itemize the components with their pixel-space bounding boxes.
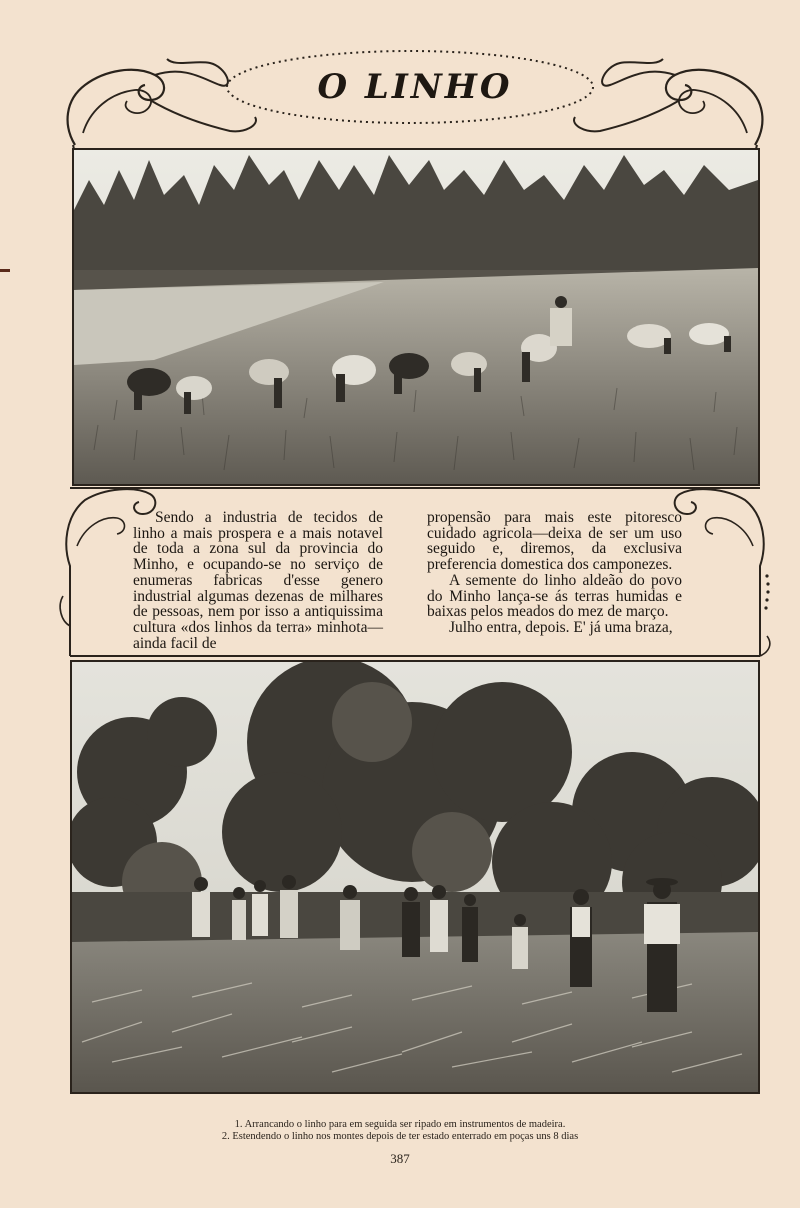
text-block	[55, 486, 775, 661]
edge-mark	[0, 269, 10, 272]
caption-2: 2. Estendendo o linho nos montes depois de ter estado enterrado em poças uns 8 dias	[221, 1131, 579, 1142]
text-column-right	[427, 510, 682, 636]
paragraph: Julho entra, depois. E' já uma braza,	[449, 618, 673, 636]
page-number: 387	[390, 1151, 410, 1166]
photo-flax-harvest	[72, 148, 760, 486]
text-column-left	[133, 510, 383, 651]
title-ornament	[55, 45, 775, 155]
paragraph: A semente do linho aldeão do povo do Minho lança-se ás terras humidas e baixas pelos meados do mez de março.	[427, 571, 682, 621]
photo-flax-spreading	[70, 660, 760, 1094]
photo-captions	[0, 1119, 800, 1143]
caption-1: 1. Arrancando o linho para em seguida ser ripado em instrumentos de madeira.	[234, 1119, 566, 1130]
paragraph: propensão para mais este pitoresco cuidado agricola—deixa de ser um uso seguido e, diremos, da exclusiva preferencia domestica dos camponezes.	[427, 509, 682, 574]
paragraph: Sendo a industria de tecidos de linho a mais prospera e a mais notavel de toda a zona sul da provincia do Minho, e ocupando-se no serviço de enumeras fabricas d'esse genero industrial algumas dezenas de milhares de pessoas, nem por isso a antiquissima cultura «dos linhos da terra» minhota—ainda facil de	[133, 509, 383, 652]
page-title: O LINHO	[317, 67, 513, 107]
